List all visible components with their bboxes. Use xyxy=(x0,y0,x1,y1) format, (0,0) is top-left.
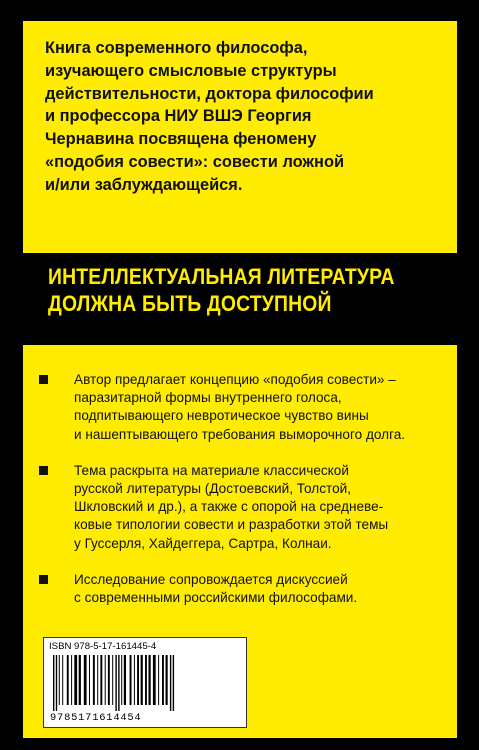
list-item-line: подпитывающего невротическое чувство вины xyxy=(74,408,369,424)
barcode-bar xyxy=(162,655,164,705)
slogan-line: ДОЛЖНА БЫТЬ ДОСТУПНОЙ xyxy=(48,291,332,316)
barcode-bar xyxy=(130,655,132,705)
isbn-barcode xyxy=(43,637,247,728)
barcode-bar xyxy=(115,655,116,711)
barcode-bar xyxy=(105,655,106,705)
list-item-line: Автор предлагает концепцию «подобия совести» – xyxy=(74,372,396,387)
list-item-line: ковые типологии совести и разработки этой темы xyxy=(74,517,389,533)
slogan-line: ИНТЕЛЛЕКТУАЛЬНАЯ ЛИТЕРАТУРА xyxy=(48,264,395,289)
list-item xyxy=(39,371,449,444)
description-line: и/или заблуждающейся. xyxy=(45,175,243,194)
barcode-bar xyxy=(166,655,168,705)
barcode-bar xyxy=(62,655,63,705)
description-line: Чернавина посвящена феномену xyxy=(45,130,317,149)
barcode-bars xyxy=(51,655,241,711)
list-item-line: Шкловский и др.), а также с опорой на средневе- xyxy=(74,499,384,515)
square-bullet-icon xyxy=(39,375,48,384)
barcode-bar xyxy=(56,655,57,711)
barcode-bar xyxy=(112,655,113,705)
barcode-bar xyxy=(108,655,110,705)
description-line: действительности, доктора философии xyxy=(45,84,374,103)
barcode-bar xyxy=(67,655,69,705)
barcode-bar xyxy=(93,655,95,705)
list-item-line: у Гуссерля, Хайдеггера, Сартра, Колнаи. xyxy=(74,535,332,551)
list-item xyxy=(39,571,449,607)
barcode-bar xyxy=(100,655,102,705)
barcode-bar xyxy=(89,655,90,705)
barcode-bar xyxy=(118,655,119,711)
description-line: и профессора НИУ ВШЭ Георгия xyxy=(45,107,312,126)
list-item-line: Тема раскрыта на материале классической xyxy=(74,462,349,478)
barcode-digits: 9785171614454 xyxy=(50,712,142,724)
highlights-panel xyxy=(23,345,457,738)
highlights-list xyxy=(39,371,449,625)
barcode-bar xyxy=(97,655,98,705)
list-item-text xyxy=(74,371,449,444)
barcode-bar xyxy=(84,655,87,705)
list-item-line: и нашептывающего требования выморочного долга. xyxy=(74,426,406,442)
series-slogan xyxy=(48,263,400,317)
list-item-line: русской литературы (Достоевский, Толстой, xyxy=(74,481,352,497)
description-line: «подобия совести»: совести ложной xyxy=(45,152,345,171)
description-panel xyxy=(23,21,457,253)
square-bullet-icon xyxy=(39,575,48,584)
barcode-bar xyxy=(134,655,135,705)
book-description xyxy=(45,37,439,197)
list-item-text xyxy=(74,571,449,607)
barcode-bar xyxy=(158,655,159,705)
barcode-bar xyxy=(53,655,54,711)
barcode-bar xyxy=(149,655,151,705)
barcode-bar xyxy=(79,655,81,705)
barcode-bar xyxy=(121,655,122,705)
barcode-bar xyxy=(153,655,156,705)
description-line: Книга современного философа, xyxy=(45,39,308,57)
list-item-line: паразитарной формы внутреннего голоса, xyxy=(74,390,342,406)
barcode-bar xyxy=(124,655,126,705)
list-item xyxy=(39,462,449,553)
barcode-bar xyxy=(137,655,139,705)
barcode-bar xyxy=(173,655,174,711)
list-item-line: Исследование сопровождается дискуссией xyxy=(74,571,348,587)
barcode-bar xyxy=(145,655,147,705)
list-item-text xyxy=(74,462,449,553)
barcode-bar xyxy=(170,655,171,711)
square-bullet-icon xyxy=(39,466,48,475)
list-item-line: с современными российскими философами. xyxy=(74,590,358,606)
description-line: изучающего смысловые структуры xyxy=(45,61,337,80)
barcode-bar xyxy=(71,655,72,705)
isbn-label: ISBN 978-5-17-161445-4 xyxy=(49,641,157,652)
barcode-bar xyxy=(74,655,77,705)
barcode-bar xyxy=(141,655,143,705)
barcode-bar xyxy=(59,655,60,705)
